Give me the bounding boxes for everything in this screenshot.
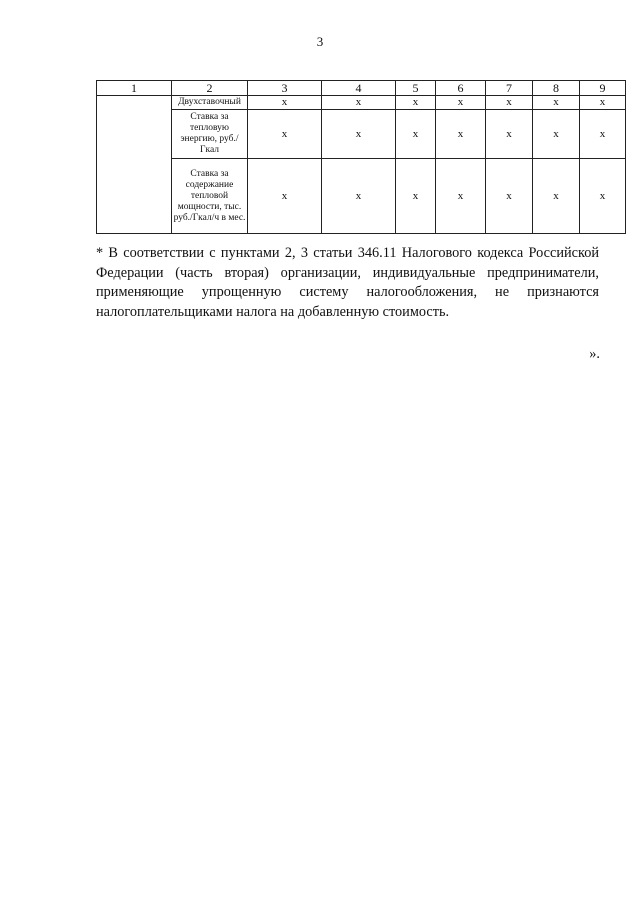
table-cell: x — [396, 159, 436, 234]
table-cell: x — [248, 159, 322, 234]
table-cell: x — [322, 159, 396, 234]
header-cell: 3 — [248, 81, 322, 96]
header-cell: 9 — [580, 81, 626, 96]
footnote-text: * В соответствии с пунктами 2, 3 статьи 346.11 Налогового кодекса Российской Федерации (часть вторая) организации, индивидуальные предприниматели, применяющие упрощенную систему налогообложения, не признаются налогоплательщиками налога на добавленную стоимость. — [96, 245, 599, 320]
header-cell: 7 — [486, 81, 533, 96]
page-number: 3 — [316, 34, 324, 49]
table-cell: x — [486, 159, 533, 234]
row-label: Ставка за тепловую энергию, руб./Гкал — [172, 110, 248, 159]
table-cell: x — [580, 159, 626, 234]
table-cell: x — [436, 96, 486, 110]
tariff-table — [96, 80, 626, 234]
header-cell: 1 — [97, 81, 172, 96]
table-cell: x — [486, 96, 533, 110]
header-cell: 5 — [396, 81, 436, 96]
table-cell: x — [436, 159, 486, 234]
table-cell: x — [396, 110, 436, 159]
table-header-row — [97, 81, 626, 96]
header-cell: 4 — [322, 81, 396, 96]
table-row — [97, 110, 626, 159]
header-cell: 2 — [172, 81, 248, 96]
table-cell: x — [533, 96, 580, 110]
table-cell: x — [580, 96, 626, 110]
table-cell: x — [436, 110, 486, 159]
empty-merged-cell — [97, 96, 172, 234]
table-cell: x — [396, 96, 436, 110]
header-cell: 8 — [533, 81, 580, 96]
table-cell: x — [580, 110, 626, 159]
header-cell: 6 — [436, 81, 486, 96]
closing-quote-mark: ». — [589, 346, 600, 362]
table-cell: x — [322, 110, 396, 159]
table-row — [97, 96, 626, 110]
row-label: Двухставочный — [172, 96, 248, 110]
table-row — [97, 159, 626, 234]
table-cell: x — [248, 110, 322, 159]
footnote — [96, 244, 599, 322]
table-cell: x — [533, 159, 580, 234]
table-cell: x — [248, 96, 322, 110]
table-cell: x — [322, 96, 396, 110]
table-cell: x — [486, 110, 533, 159]
row-label: Ставка за содержание тепловой мощности, тыс. руб./Гкал/ч в мес. — [172, 159, 248, 234]
table-cell: x — [533, 110, 580, 159]
